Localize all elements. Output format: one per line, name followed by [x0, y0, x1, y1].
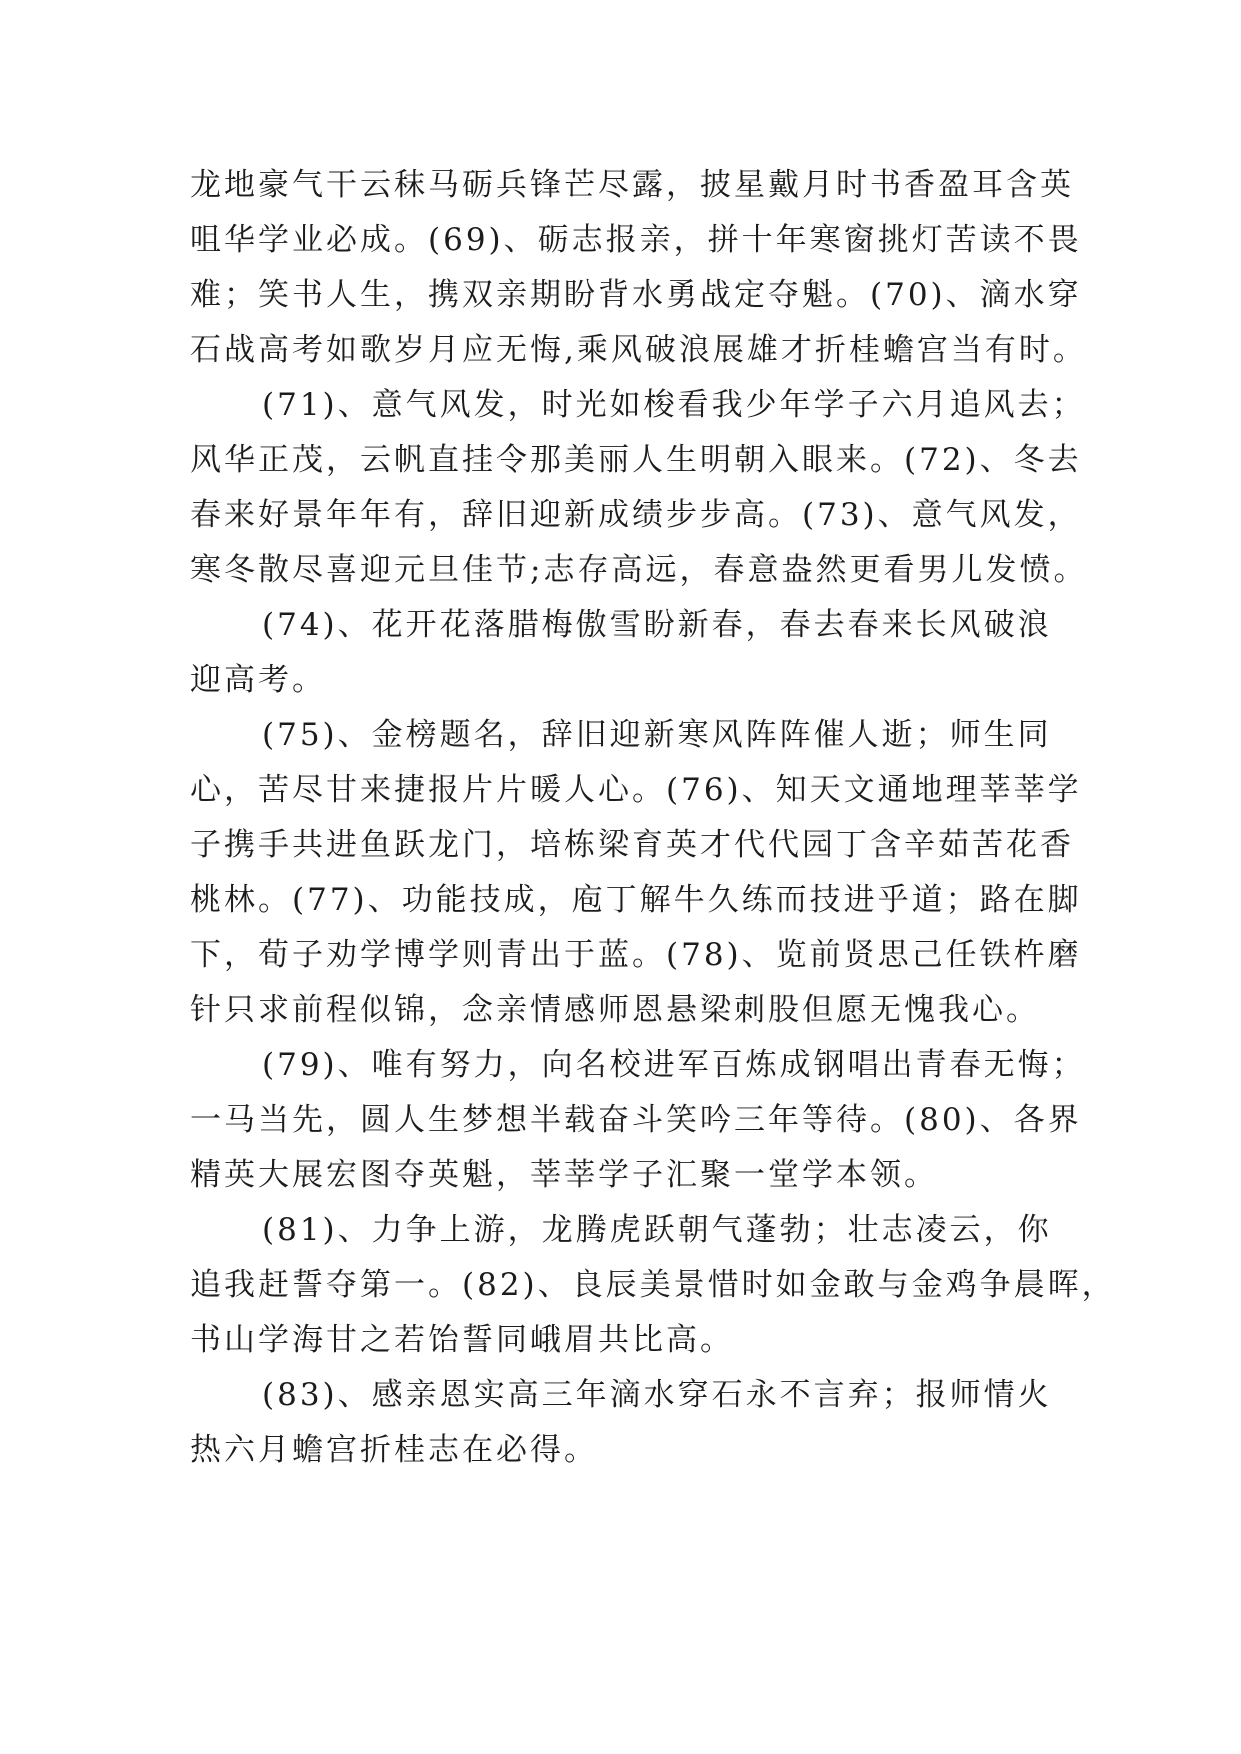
text-line: 书山学海甘之若饴誓同峨眉共比高。 [190, 1322, 734, 1358]
paragraph [190, 158, 1087, 378]
text-line: 难；笑书人生，携双亲期盼背水勇战定夺魁。(70)、滴水穿 [190, 277, 1082, 313]
paragraph [190, 378, 1088, 598]
text-line: (74)、花开花落腊梅傲雪盼新春，春去春来长风破浪 [262, 607, 1052, 643]
text-line: 桃林。(77)、功能技成，庖丁解牛久练而技进乎道；路在脚 [190, 882, 1082, 918]
text-line: 一马当先，圆人生梦想半载奋斗笑吟三年等待。(80)、各界 [190, 1102, 1082, 1138]
text-line: 春来好景年年有，辞旧迎新成绩步步高。(73)、意气风发， [190, 497, 1082, 533]
text-line: (83)、感亲恩实高三年滴水穿石永不言弃；报师情火 [262, 1377, 1052, 1413]
text-line: 子携手共进鱼跃龙门，培栋梁育英才代代园丁含辛茹苦花香 [190, 827, 1074, 863]
text-line: (81)、力争上游，龙腾虎跃朝气蓬勃；壮志凌云，你 [262, 1212, 1052, 1248]
paragraph [190, 1203, 1116, 1368]
paragraph [190, 1038, 1086, 1203]
paragraph [190, 598, 1070, 708]
text-line: (75)、金榜题名，辞旧迎新寒风阵阵催人逝；师生同 [262, 717, 1052, 753]
text-line: 针只求前程似锦，念亲情感师恩悬梁刺股但愿无愧我心。 [190, 992, 1040, 1028]
text-line: 下，荀子劝学博学则青出于蓝。(78)、览前贤思己任铁杵磨 [190, 937, 1082, 973]
text-line: (71)、意气风发，时光如梭看我少年学子六月追风去； [262, 387, 1086, 423]
paragraph [190, 708, 1082, 1038]
text-line: 迎高考。 [190, 662, 326, 698]
body-text [190, 158, 1116, 1478]
text-line: 追我赶誓夺第一。(82)、良辰美景惜时如金敢与金鸡争晨晖， [190, 1267, 1116, 1303]
text-line: 龙地豪气干云秣马砺兵锋芒尽露，披星戴月时书香盈耳含英 [190, 167, 1074, 203]
paragraph [190, 1368, 1070, 1478]
text-line: (79)、唯有努力，向名校进军百炼成钢唱出青春无悔； [262, 1047, 1086, 1083]
text-line: 风华正茂，云帆直挂令那美丽人生明朝入眼来。(72)、冬去 [190, 442, 1082, 478]
text-line: 咀华学业必成。(69)、砺志报亲，拼十年寒窗挑灯苦读不畏 [190, 222, 1082, 258]
text-line: 精英大展宏图夺英魁，莘莘学子汇聚一堂学本领。 [190, 1157, 938, 1193]
text-line: 热六月蟾宫折桂志在必得。 [190, 1432, 598, 1468]
text-line: 寒冬散尽喜迎元旦佳节;志存高远，春意盎然更看男儿发愤。 [190, 552, 1088, 588]
text-line: 石战高考如歌岁月应无悔,乘风破浪展雄才折桂蟾宫当有时。 [190, 332, 1087, 368]
text-line: 心，苦尽甘来捷报片片暖人心。(76)、知天文通地理莘莘学 [190, 772, 1082, 808]
